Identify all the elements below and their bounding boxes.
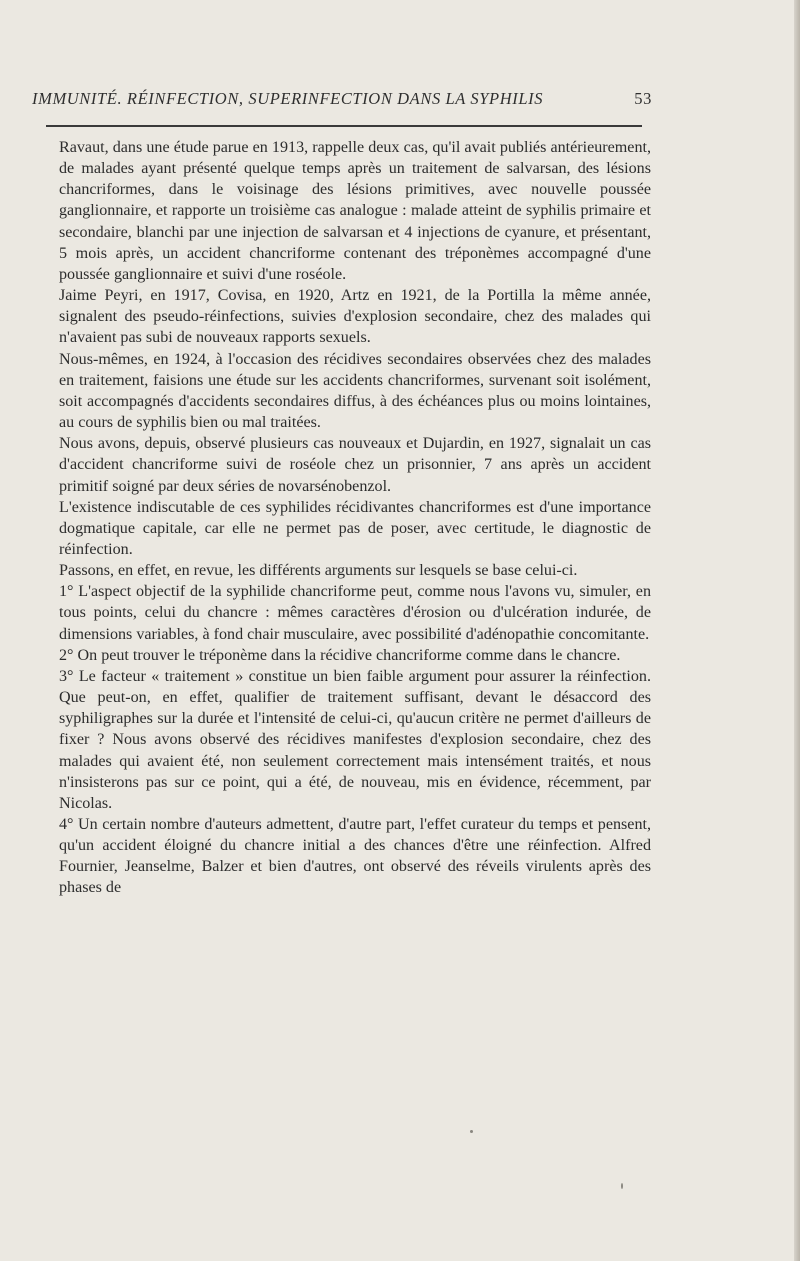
running-header bbox=[32, 89, 652, 109]
running-title: IMMUNITÉ. RÉINFECTION, SUPERINFECTION DANS LA SYPHILIS bbox=[32, 89, 544, 108]
header-rule bbox=[46, 125, 642, 127]
paragraph: 1° L'aspect objectif de la syphilide chancriforme peut, comme nous l'avons vu, simuler, en tous points, celui du chancre : mêmes caractères d'érosion ou d'ulcération indurée, de dimensions variables, à fond chair musculaire, avec possibilité d'adénopathie concomitante. bbox=[59, 583, 651, 643]
page-edge bbox=[794, 0, 800, 1261]
paragraph: Ravaut, dans une étude parue en 1913, rappelle deux cas, qu'il avait publiés antérieurement, de malades ayant présenté quelque temps après un traitement de salvarsan, des lésions chancriformes, dans le voisinage des lésions primitives, avec nouvelle poussée ganglionnaire, et rapporte un troisième cas analogue : malade atteint de syphilis primaire et secondaire, blanchi par une injection de salvarsan et 4 injections de cyanure, et présentant, 5 mois après, un accident chancriforme contenant des tréponèmes accompagné d'une poussée ganglionnaire et suivi d'une roséole. bbox=[59, 139, 651, 283]
paragraph: 2° On peut trouver le tréponème dans la récidive chancriforme comme dans le chancre. bbox=[59, 646, 621, 664]
paragraph: Passons, en effet, en revue, les différents arguments sur lesquels se base celui-ci. bbox=[59, 562, 578, 580]
paragraph: Nous avons, depuis, observé plusieurs cas nouveaux et Dujardin, en 1927, signalait un cas d'accident chancriforme suivi de roséole chez un prisonnier, 7 ans après un accident primitif soigné par deux séries de novarsénobenzol. bbox=[59, 435, 651, 495]
paragraph: Nous-mêmes, en 1924, à l'occasion des récidives secondaires observées chez des malades en traitement, faisions une étude sur les accidents chancriformes, survenant soit isolément, soit accompagnés d'accidents secondaires diffus, à des échéances plus ou moins lointaines, au cours de syphilis bien ou mal traitées. bbox=[59, 350, 651, 432]
paper-speck bbox=[470, 1130, 473, 1133]
paper-speck bbox=[621, 1183, 623, 1189]
page-number: 53 bbox=[634, 89, 652, 108]
body-text bbox=[59, 137, 651, 899]
paragraph: 3° Le facteur « traitement » constitue un bien faible argument pour assurer la réinfection. Que peut-on, en effet, qualifier de traitement suffisant, devant le désaccord des syphiligraphes sur la durée et l'intensité de celui-ci, qu'aucun critère ne permet d'ailleurs de fixer ? Nous avons observé des récidives manifestes d'explosion secondaire, chez des malades qui avaient été, non seulement correctement mais intensément traités, et nous n'insisterons pas sur ce point, qui a été, de nouveau, mis en évidence, récemment, par Nicolas. bbox=[59, 667, 651, 812]
paragraph: Jaime Peyri, en 1917, Covisa, en 1920, Artz en 1921, de la Portilla la même année, signalent des pseudo-réinfections, suivies d'explosion secondaire, chez des malades qui n'avaient pas subi de nouveaux rapports sexuels. bbox=[59, 287, 651, 347]
paragraph: 4° Un certain nombre d'auteurs admettent, d'autre part, l'effet curateur du temps et pensent, qu'un accident éloigné du chancre initial a des chances d'être une réinfection. Alfred Fournier, Jeanselme, Balzer et bien d'autres, ont observé des réveils virulents après des phases de bbox=[59, 816, 651, 897]
paragraph: L'existence indiscutable de ces syphilides récidivantes chancriformes est d'une importance dogmatique capitale, car elle ne permet pas de poser, avec certitude, le diagnostic de réinfection. bbox=[59, 498, 651, 558]
